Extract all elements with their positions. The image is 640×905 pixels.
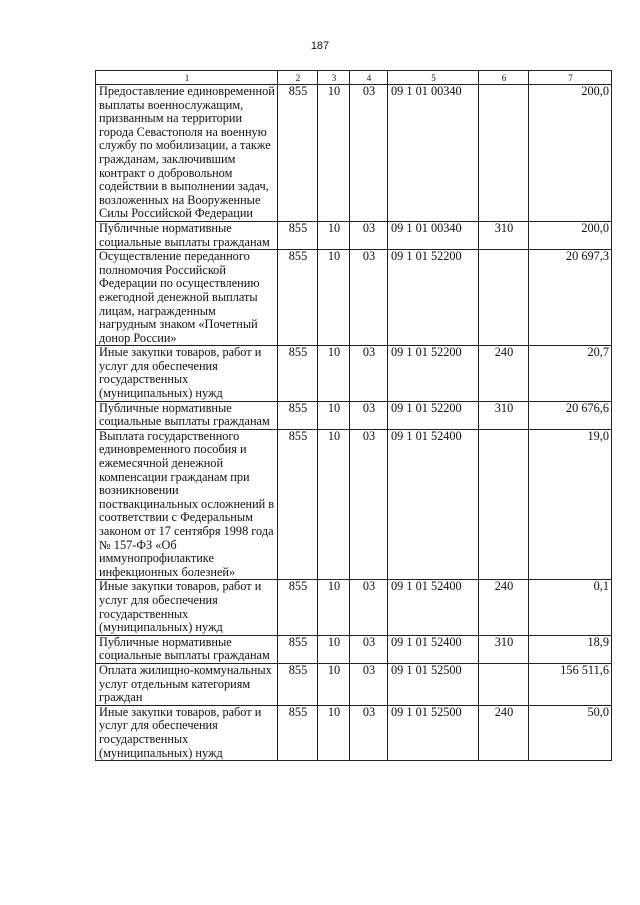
target-article-code: 09 1 01 52400 xyxy=(388,635,479,663)
section-code: 10 xyxy=(318,346,350,401)
item-name: Иные закупки товаров, работ и услуг для обеспечения государственных (муниципальных) нужд xyxy=(96,580,278,635)
amount: 200,0 xyxy=(529,221,612,249)
item-name: Публичные нормативные социальные выплаты гражданам xyxy=(96,401,278,429)
target-article-code: 09 1 01 52200 xyxy=(388,250,479,346)
target-article-code: 09 1 01 00340 xyxy=(388,85,479,222)
section-code: 10 xyxy=(318,429,350,580)
subsection-code: 03 xyxy=(350,221,388,249)
target-article-code: 09 1 01 52500 xyxy=(388,663,479,705)
subsection-code: 03 xyxy=(350,85,388,222)
section-code: 10 xyxy=(318,401,350,429)
grbs-code: 855 xyxy=(278,221,318,249)
amount: 50,0 xyxy=(529,705,612,760)
column-header: 1 xyxy=(96,71,278,85)
item-name: Публичные нормативные социальные выплаты гражданам xyxy=(96,635,278,663)
expense-type-code: 240 xyxy=(479,705,529,760)
grbs-code: 855 xyxy=(278,346,318,401)
section-code: 10 xyxy=(318,635,350,663)
item-name: Публичные нормативные социальные выплаты гражданам xyxy=(96,221,278,249)
grbs-code: 855 xyxy=(278,580,318,635)
section-code: 10 xyxy=(318,85,350,222)
target-article-code: 09 1 01 52200 xyxy=(388,401,479,429)
table-row xyxy=(96,401,612,429)
item-name: Выплата государственного единовременного пособия и ежемесячной денежной компенсации гражданам при возникновении поствакцинальных осложнений в соответствии с Федеральным законом от 17 сентября 1998 года № 157-ФЗ «Об иммунопрофилактике инфекционных болезней» xyxy=(96,429,278,580)
target-article-code: 09 1 01 52400 xyxy=(388,580,479,635)
grbs-code: 855 xyxy=(278,85,318,222)
amount: 20 676,6 xyxy=(529,401,612,429)
table-row xyxy=(96,663,612,705)
grbs-code: 855 xyxy=(278,663,318,705)
item-name: Иные закупки товаров, работ и услуг для обеспечения государственных (муниципальных) нужд xyxy=(96,705,278,760)
table-row xyxy=(96,705,612,760)
section-code: 10 xyxy=(318,221,350,249)
expense-type-code xyxy=(479,250,529,346)
table-row xyxy=(96,221,612,249)
item-name: Оплата жилищно-коммунальных услуг отдельным категориям граждан xyxy=(96,663,278,705)
column-header: 6 xyxy=(479,71,529,85)
table-row xyxy=(96,429,612,580)
item-name: Иные закупки товаров, работ и услуг для обеспечения государственных (муниципальных) нужд xyxy=(96,346,278,401)
expense-type-code xyxy=(479,429,529,580)
subsection-code: 03 xyxy=(350,580,388,635)
grbs-code: 855 xyxy=(278,635,318,663)
subsection-code: 03 xyxy=(350,346,388,401)
subsection-code: 03 xyxy=(350,429,388,580)
subsection-code: 03 xyxy=(350,635,388,663)
amount: 0,1 xyxy=(529,580,612,635)
grbs-code: 855 xyxy=(278,429,318,580)
table-row xyxy=(96,635,612,663)
subsection-code: 03 xyxy=(350,663,388,705)
column-header: 7 xyxy=(529,71,612,85)
column-header: 3 xyxy=(318,71,350,85)
target-article-code: 09 1 01 52500 xyxy=(388,705,479,760)
grbs-code: 855 xyxy=(278,401,318,429)
expense-type-code xyxy=(479,663,529,705)
section-code: 10 xyxy=(318,250,350,346)
expense-type-code: 310 xyxy=(479,401,529,429)
page-number: 187 xyxy=(310,40,330,52)
column-header: 5 xyxy=(388,71,479,85)
budget-table xyxy=(95,70,612,761)
amount: 200,0 xyxy=(529,85,612,222)
amount: 19,0 xyxy=(529,429,612,580)
subsection-code: 03 xyxy=(350,401,388,429)
expense-type-code: 310 xyxy=(479,221,529,249)
table-row xyxy=(96,85,612,222)
item-name: Предоставление единовременной выплаты военнослужащим, призванным на территории города Севастополя на военную службу по мобилизации, а также гражданам, заключившим контракт о добровольном содействии в выполнении задач, возложенных на Вооруженные Силы Российской Федерации xyxy=(96,85,278,222)
subsection-code: 03 xyxy=(350,250,388,346)
amount: 20 697,3 xyxy=(529,250,612,346)
header-row xyxy=(96,71,612,85)
amount: 18,9 xyxy=(529,635,612,663)
section-code: 10 xyxy=(318,705,350,760)
item-name: Осуществление переданного полномочия Российской Федерации по осуществлению ежегодной денежной выплаты лицам, награжденным нагрудным знаком «Почетный донор России» xyxy=(96,250,278,346)
table-row xyxy=(96,250,612,346)
expense-type-code: 240 xyxy=(479,346,529,401)
subsection-code: 03 xyxy=(350,705,388,760)
column-header: 2 xyxy=(278,71,318,85)
amount: 156 511,6 xyxy=(529,663,612,705)
grbs-code: 855 xyxy=(278,250,318,346)
expense-type-code: 240 xyxy=(479,580,529,635)
expense-type-code xyxy=(479,85,529,222)
target-article-code: 09 1 01 00340 xyxy=(388,221,479,249)
section-code: 10 xyxy=(318,580,350,635)
column-header: 4 xyxy=(350,71,388,85)
table-row xyxy=(96,346,612,401)
amount: 20,7 xyxy=(529,346,612,401)
target-article-code: 09 1 01 52200 xyxy=(388,346,479,401)
section-code: 10 xyxy=(318,663,350,705)
expense-type-code: 310 xyxy=(479,635,529,663)
grbs-code: 855 xyxy=(278,705,318,760)
target-article-code: 09 1 01 52400 xyxy=(388,429,479,580)
table-row xyxy=(96,580,612,635)
